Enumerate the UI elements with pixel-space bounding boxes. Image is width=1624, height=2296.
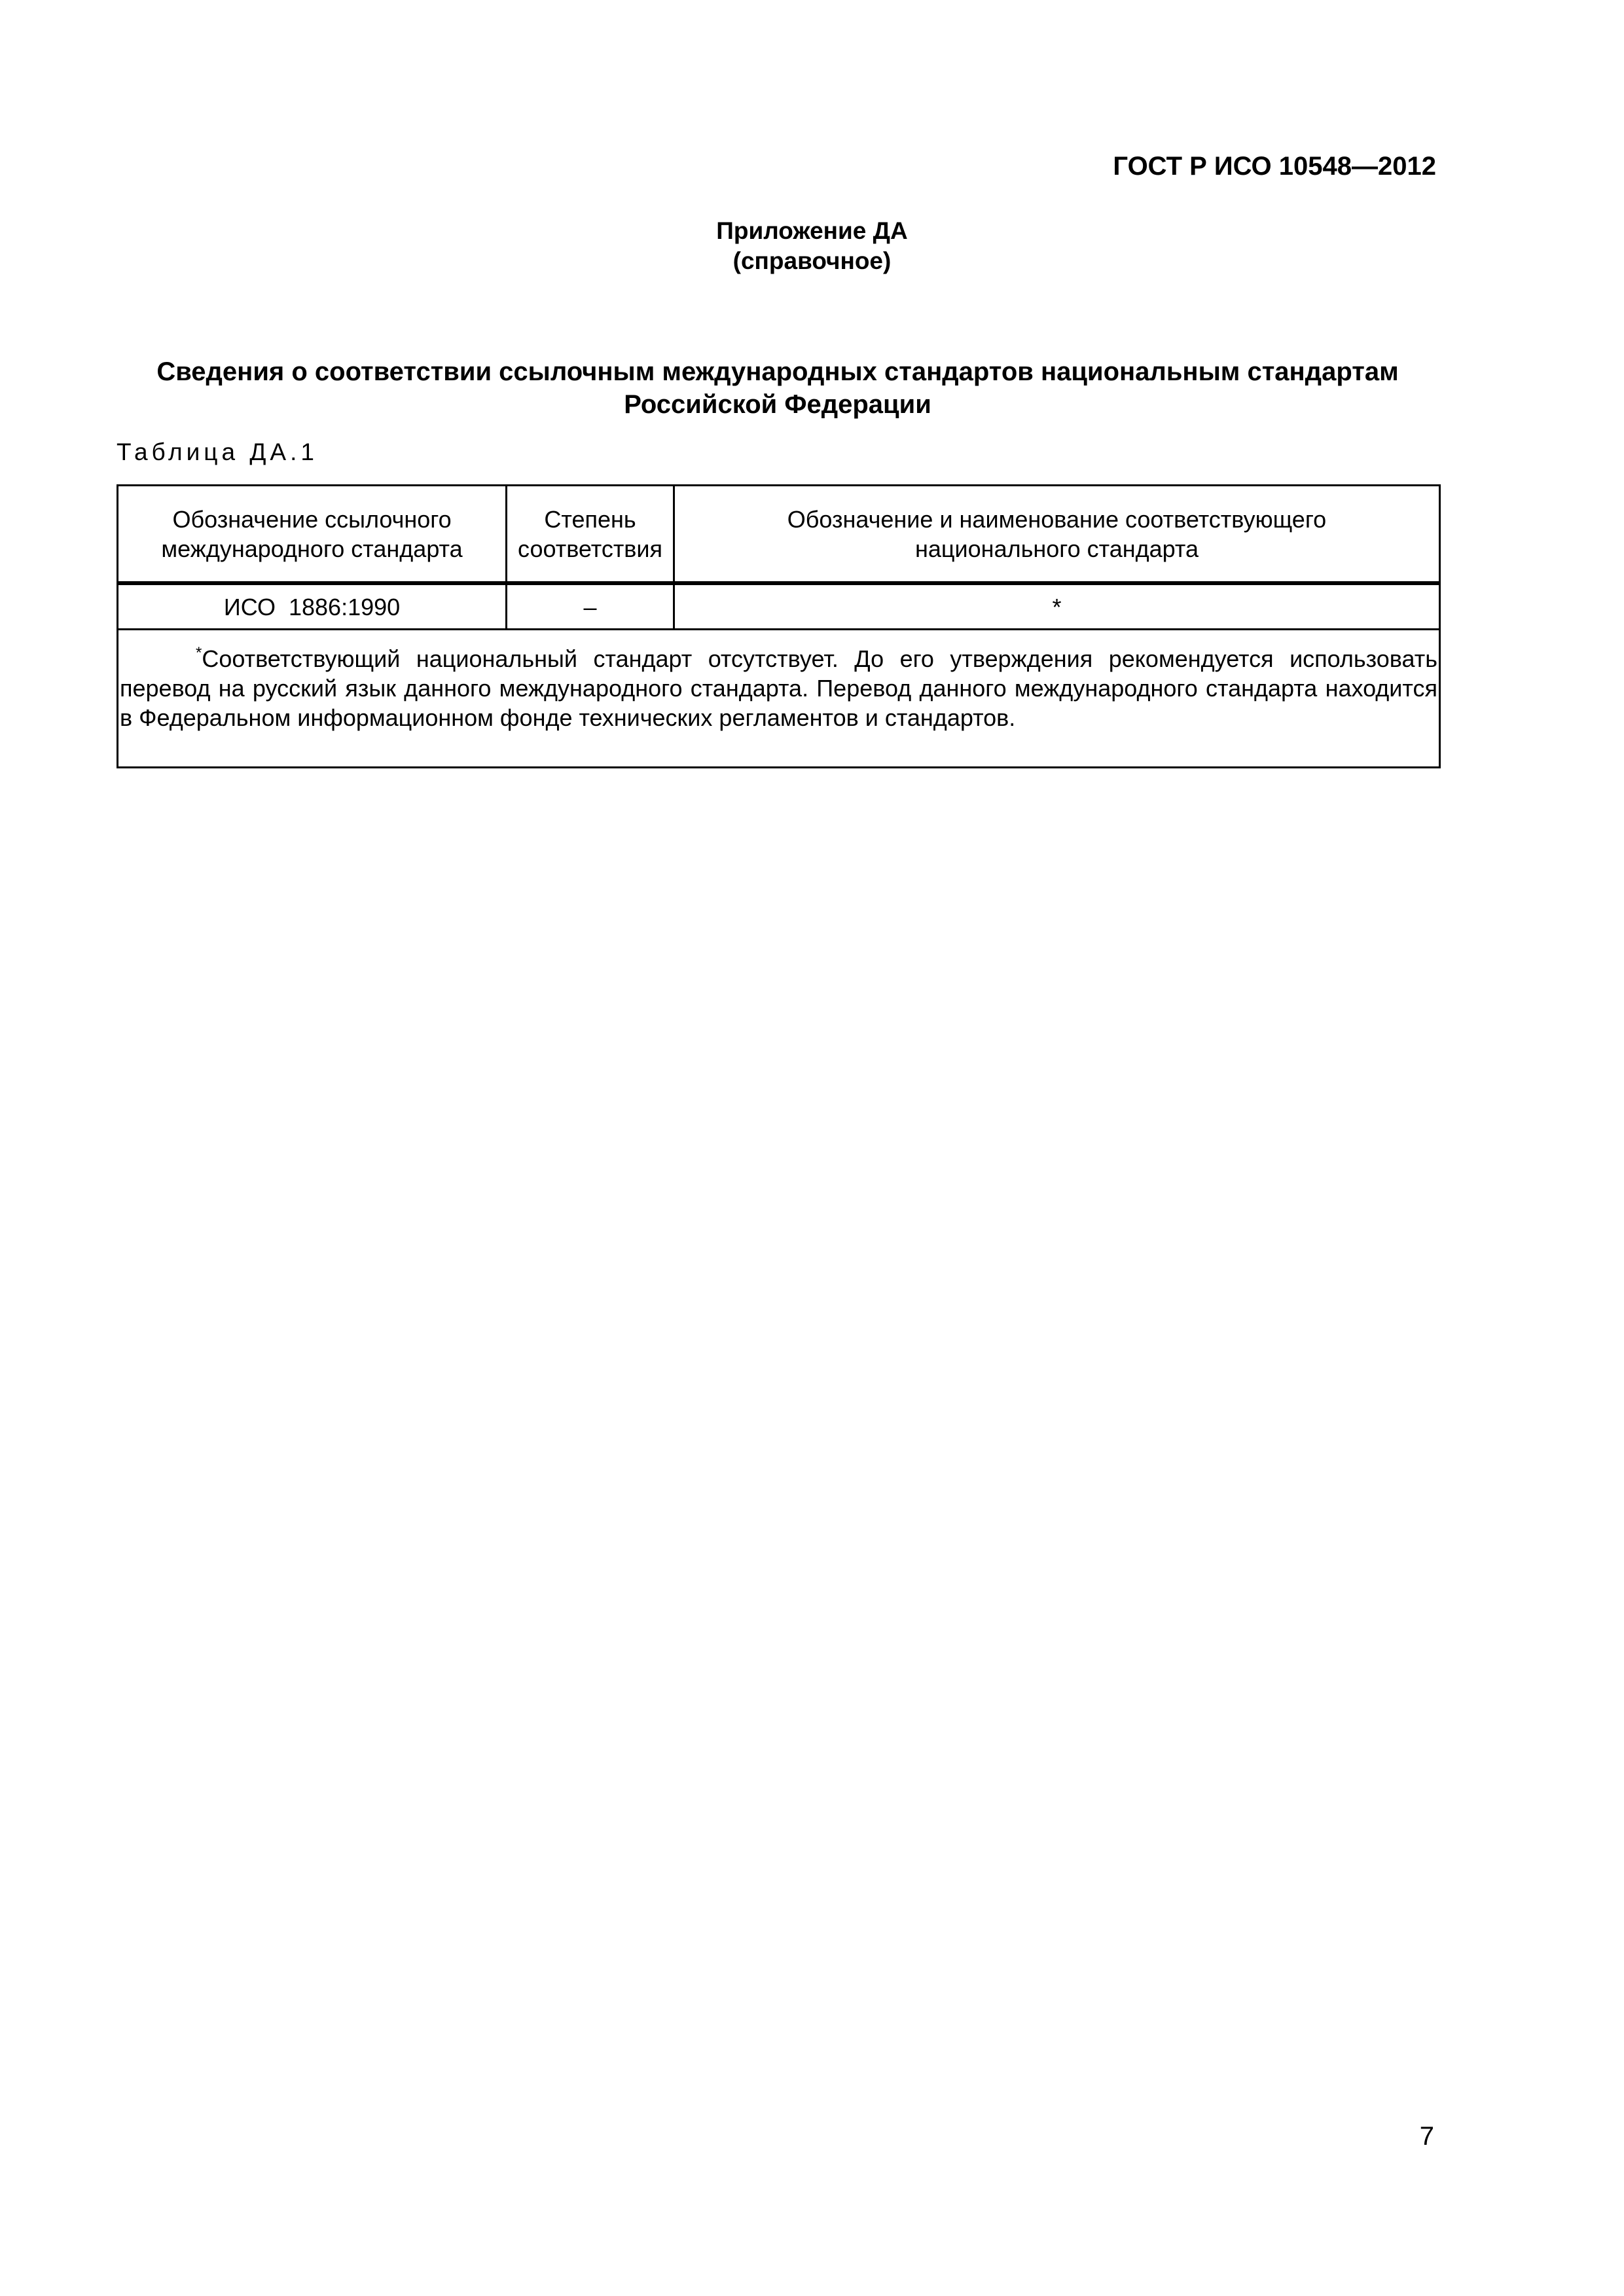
- column-header-degree: Степень соответствия: [507, 486, 674, 583]
- table-caption: Таблица ДА.1: [117, 439, 318, 465]
- correspondence-table: [117, 484, 1441, 768]
- annex-title: Приложение ДА: [716, 217, 908, 244]
- annex-block: [0, 216, 1624, 276]
- table-header-row: [118, 486, 1440, 583]
- table-footnote: [118, 630, 1440, 768]
- section-heading: Сведения о соответствии ссылочным международных стандартов национальным стандартам Российской Федерации: [156, 357, 1399, 419]
- column-header-international-standard: Обозначение ссылочного международного стандарта: [118, 486, 507, 583]
- annex-kind: (справочное): [732, 247, 892, 274]
- cell-national-standard: *: [674, 584, 1440, 630]
- footnote-text: Соответствующий национальный стандарт отсутствует. До его утверждения рекомендуется использовать перевод на русский язык данного международного стандарта. Перевод данного международного стандарта находится в Федеральном информационном фонде технических регламентов и стандартов.: [120, 645, 1437, 731]
- cell-international-standard: ИСО 1886:1990: [118, 584, 507, 630]
- column-header-national-standard: Обозначение и наименование соответствующего национального стандарта: [674, 486, 1440, 583]
- table-row: [118, 584, 1440, 630]
- footnote-mark: *: [196, 644, 202, 662]
- footnote-row: [118, 630, 1440, 768]
- document-code: ГОСТ Р ИСО 10548—2012: [1113, 152, 1436, 181]
- cell-degree: –: [507, 584, 674, 630]
- page-number: 7: [1419, 2122, 1434, 2151]
